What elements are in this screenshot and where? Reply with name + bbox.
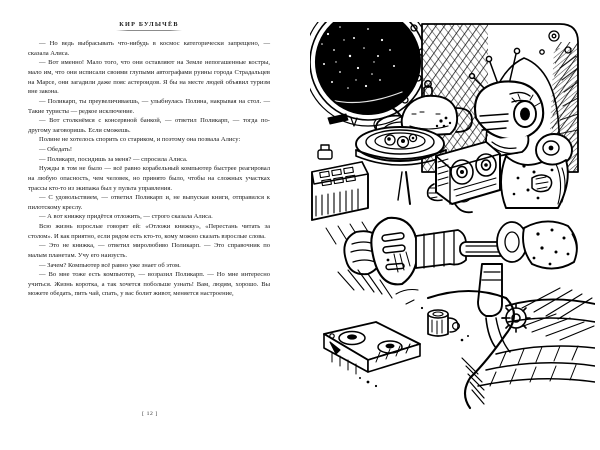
paragraph: Нужды в том не было — всё равно корабельный компьютер быстрее реагировал на любую опасность, чем человек, но принято было, чтобы на сложных участках трассы кто-то из экипажа был у пульта управления.: [28, 165, 270, 192]
robot-legs: [338, 218, 577, 298]
paragraph: Полине не хотелось спорить со стариком, и поэтому она позвала Алису:: [39, 136, 241, 144]
paragraph: — Поликарп, посидишь за меня? — спросила Алиса.: [39, 155, 188, 163]
paragraph: — А вот книжку придётся отложить, — строго сказала Алиса.: [39, 213, 213, 221]
paragraph: — Зачем? Компьютер всё равно уже знает об этом.: [39, 261, 181, 269]
paragraph: — Вот столкнёмся с консервной банкой, — ответил Поликарп, — тогда по-другому заговоришь. Если сможешь.: [28, 117, 270, 134]
control-panel: [312, 145, 372, 244]
illustration-spaceship-cabin: [310, 22, 595, 414]
page-number: [ 12 ]: [142, 411, 158, 417]
dining-table-top: [428, 288, 595, 408]
body-text: [28, 39, 270, 299]
paragraph: — Поликарп, ты преувеличиваешь, — улыбнулась Полина, накрывая на стол. — Такие туристы — редкое исключение.: [28, 97, 270, 115]
small-cup: [421, 307, 469, 341]
paragraph: — Обедать!: [39, 146, 73, 154]
illustration-page: [300, 0, 600, 450]
header-rule: [116, 30, 182, 31]
food-tray: [324, 322, 420, 387]
paragraph: — Вот именно! Мало того, что они оставляют на Земле непогашенные костры, мало им, что они исписали своими глупыми автографами руины города Страдальцев на Марсе, они загадили даже пояс астероидов. Я бы на месте людей объявил туризм вне закона.: [28, 59, 270, 96]
paragraph: Всю жизнь взрослые говорят ей: «Отложи книжку», «Перестань читать за столом». И как приятно, если рядом есть кто-то, кому можно сказать взрослые слова.: [28, 223, 270, 240]
paragraph: — Это не книжка, — ответил миролюбиво Поликарп. — Это справочник по малым планетам. Учу его наизусть.: [28, 242, 270, 259]
paragraph: — С удовольствием, — ответил Поликарп и, не выпуская книги, отправился к пилотскому креслу.: [28, 194, 270, 211]
running-head: КИР БУЛЫЧЁВ: [119, 21, 179, 28]
paragraph: — Во мне тоже есть компьютер, — возразил Поликарп. — Но мне интересно учиться. Жизнь коротка, а так хочется побольше узнать! Вам, людям, хорошо. Вы можете обедать, пить чай, спать, у вас болит живот, меняется настроение,: [28, 271, 270, 298]
paragraph: — Но ведь выбрасывать что-нибудь в космос категорически запрещено, — сказала Алиса.: [28, 40, 270, 57]
